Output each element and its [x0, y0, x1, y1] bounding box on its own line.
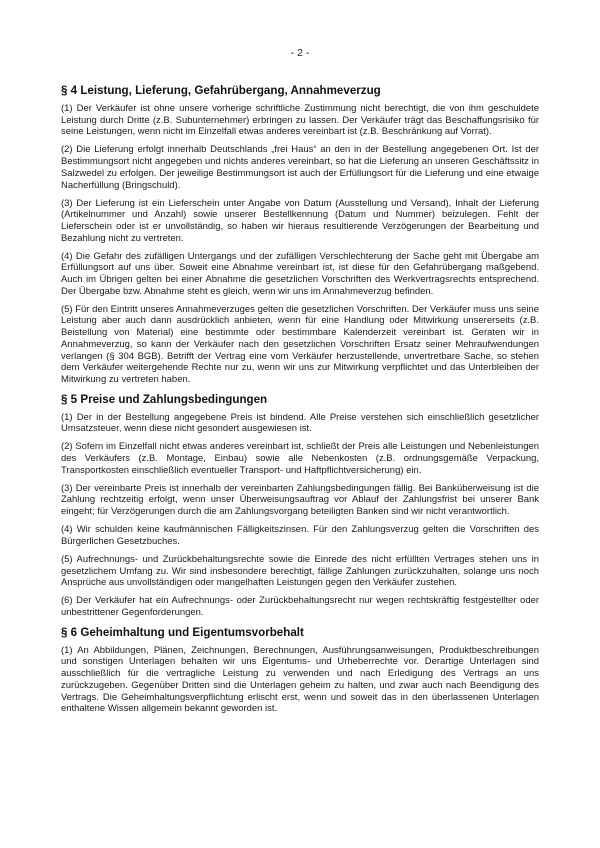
section-heading: § 6 Geheimhaltung und Eigentumsvorbehalt [61, 625, 304, 639]
paragraph: (1) An Abbildungen, Plänen, Zeichnungen, Berechnungen, Ausführungsanweisungen, Produktbeschreibungen und sonstigen Unterlagen behalten wir uns Eigentums- und Urheberrechte vor. Derartige Unterlagen sind ausschließlich für die vertragliche Leistung zu verwenden und nach Erledigung des Vertrags an uns zurückzugeben. Gegenüber Dritten sind die Unterlagen geheim zu halten, und zwar auch nach Beendigung des Vertrags. Die Geheimhaltungsverpflichtung erlischt erst, wenn und soweit das in den überlassenen Unterlagen enthaltene Wissen allgemein bekannt geworden ist. [61, 644, 539, 715]
paragraph: (3) Der vereinbarte Preis ist innerhalb der vereinbarten Zahlungsbedingungen fällig. Bei Banküberweisung ist die Zahlung rechtzeitig erfolgt, wenn unser Überweisungsauftrag vor Ablauf der Zahlungsfrist bei unserer Bank eingeht; für Verzögerungen durch die am Zahlungsvorgang beteiligten Banken sind wir nicht verantwortlich. [61, 482, 539, 518]
paragraph: (5) Für den Eintritt unseres Annahmeverzuges gelten die gesetzlichen Vorschriften. Der Verkäufer muss uns seine Leistung aber auch dann ausdrücklich anbieten, wenn für eine Handlung oder Mitwirkung unsererseits (z.B. Beistellung von Material) eine bestimmte oder bestimmbare Kalenderzeit vereinbart ist. Geraten wir in Annahmeverzug, so kann der Verkäufer nach den gesetzlichen Vorschriften Ersatz seiner Mehraufwendungen verlangen (§ 304 BGB). Betrifft der Vertrag eine vom Verkäufer herzustellende, unvertretbare Sache, so stehen dem Verkäufer weitergehende Rechte nur zu, wenn wir uns zur Mitwirkung verpflichtet und das Unterbleiben der Mitwirkung zu vertreten haben. [61, 303, 539, 385]
paragraph: (2) Sofern im Einzelfall nicht etwas anderes vereinbart ist, schließt der Preis alle Leistungen und Nebenleistungen des Verkäufers (z.B. Montage, Einbau) sowie alle Nebenkosten (z.B. ordnungsgemäße Verpackung, Transportkosten einschließlich eventueller Transport- und Haftpflichtversicherung) ein. [61, 441, 539, 476]
paragraph: (4) Wir schulden keine kaufmännischen Fälligkeitszinsen. Für den Zahlungsverzug gelten die Vorschriften des Bürgerlichen Gesetzbuches. [61, 524, 539, 547]
section-4-delivery [61, 84, 539, 386]
paragraph: (1) Der in der Bestellung angegebene Preis ist bindend. Alle Preise verstehen sich einschließlich gesetzlicher Umsatzsteuer, wenn diese nicht gesondert ausgewiesen ist. [61, 411, 539, 435]
document-body [61, 84, 539, 722]
paragraph: (3) Der Lieferung ist ein Lieferschein unter Angabe von Datum (Ausstellung und Versand), Inhalt der Lieferung (Artikelnummer und Anzahl) sowie unserer Bestellkennung (Datum und Nummer) beizulegen. Fehlt der Lieferschein oder ist er unvollständig, so haben wir hieraus resultierende Verzögerungen der Bearbeitung und Bezahlung nicht zu vertreten. [61, 197, 539, 244]
page-number: - 2 - [290, 47, 310, 59]
section-5-prices-payment [61, 393, 539, 619]
section-6-confidentiality [61, 626, 539, 715]
section-heading: § 4 Leistung, Lieferung, Gefahrübergang, Annahmeverzug [61, 84, 381, 97]
paragraph: (1) Der Verkäufer ist ohne unsere vorherige schriftliche Zustimmung nicht berechtigt, die von ihm geschuldete Leistung durch Dritte (z.B. Subunternehmer) erbringen zu lassen. Der Verkäufer trägt das Beschaffungsrisiko für seine Leistungen, wenn nicht im Einzelfall etwas anderes vereinbart ist (z.B. Beschränkung auf Vorrat). [61, 103, 539, 138]
paragraph: (2) Die Lieferung erfolgt innerhalb Deutschlands „frei Haus“ an den in der Bestellung angegebenen Ort. Ist der Bestimmungsort nicht angegeben und nichts anderes vereinbart, so hat die Lieferung an unseren Geschäftssitz in Salzwedel zu erfolgen. Der jeweilige Bestimmungsort ist auch der Erfüllungsort für die Lieferung und eine etwaige Nacherfüllung (Bringschuld). [61, 144, 539, 191]
section-heading: § 5 Preise und Zahlungsbedingungen [61, 392, 268, 406]
paragraph: (6) Der Verkäufer hat ein Aufrechnungs- oder Zurückbehaltungsrecht nur wegen rechtskräftig festgestellter oder unbestrittener Gegenforderungen. [61, 595, 539, 618]
paragraph: (5) Aufrechnungs- und Zurückbehaltungsrechte sowie die Einrede des nicht erfüllten Vertrages stehen uns in gesetzlichem Umfang zu. Wir sind insbesondere berechtigt, fällige Zahlungen zurückzuhalten, solange uns noch Ansprüche aus unvollständigen oder mangelhaften Leistungen gegen den Verkäufer zustehen. [61, 553, 539, 589]
paragraph: (4) Die Gefahr des zufälligen Untergangs und der zufälligen Verschlechterung der Sache geht mit Übergabe am Erfüllungsort auf uns über. Soweit eine Abnahme vereinbart ist, ist diese für den Gefahrübergang maßgebend. Auch im Übrigen gelten bei einer Abnahme die gesetzlichen Vorschriften des Werkvertragsrechts entsprechend. Der Übergabe bzw. Abnahme steht es gleich, wenn wir uns im Annahmeverzug befinden. [61, 250, 539, 297]
